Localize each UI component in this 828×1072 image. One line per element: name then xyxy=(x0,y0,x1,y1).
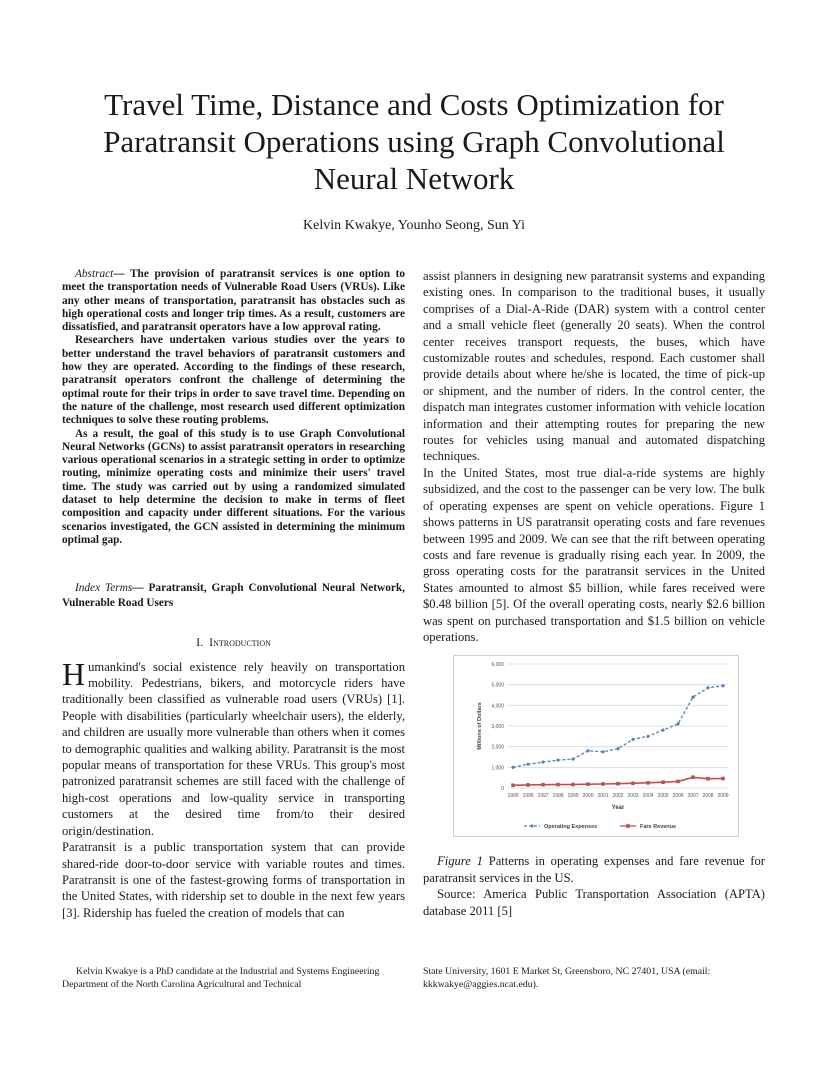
figure-source: Source: America Public Transportation Association (APTA) database 2011 [5] xyxy=(423,887,765,918)
data-point xyxy=(721,777,725,781)
line-chart xyxy=(454,656,738,836)
data-point xyxy=(661,781,665,785)
figure-label: Figure 1 xyxy=(437,854,483,869)
abstract-paragraph-2: Researchers have undertaken various studies over the years to better understand the travel behaviors of paratransit customers and how they are operated. According to the findings of these research, paratransit operators confront the challenge of determining the optimal route for their trips in order to save travel time. Depending on the nature of the challenge, most research used different optimization techniques to solve these routing problems. xyxy=(62,334,405,427)
figure-caption xyxy=(423,853,765,919)
x-tick-label: 2009 xyxy=(717,793,729,800)
right-paragraph-1: assist planners in designing new paratransit systems and expanding existing ones. In comparison to the traditional buses, it usually comprises of a Dial-A-Ride (DAR) system with a control center and a small vehicle fleet (generally 20 seats). When the control center receives transport requests, the buses, which have customizable routes and schedules, respond. Each customer shall provide details about where he/she is located, the time of pick-up or shipment, and the number of riders. In the control center, the dispatch man integrates customer information with vehicle location information and their attempting routes for preparing the new routes for vehicles using manual and automated dispatching techniques. xyxy=(423,269,765,464)
data-point xyxy=(556,783,560,787)
data-point xyxy=(631,738,635,742)
index-terms xyxy=(62,581,405,610)
legend-marker xyxy=(530,824,534,828)
author-list: Kelvin Kwakye, Younho Seong, Sun Yi xyxy=(303,218,525,233)
abstract-label: Abstract xyxy=(75,268,114,280)
x-tick-label: 1997 xyxy=(537,793,549,800)
legend-marker xyxy=(626,825,630,829)
figure-1-chart xyxy=(453,655,739,837)
intro-paragraph-2: Paratransit is a public transportation system that can provide shared-ride door-to-door service with variable routes and times. Paratransit is one of the fastest-growing forms of transportation in the United States, with ridership set to double in the next few years [3]. Ridership has fueled the creation of models that can xyxy=(62,840,405,920)
footnote-right: State University, 1601 E Market St, Greensboro, NC 27401, USA (email: kkkwakye@aggies.ncat.edu). xyxy=(423,966,711,990)
y-tick-label: 6,000 xyxy=(491,662,504,669)
data-point xyxy=(556,758,560,762)
series-line-operating-expenses xyxy=(513,686,723,768)
abstract-text-1: — The provision of paratransit services is one option to meet the transportation needs of Vulnerable Road Users (VRUs). Like any other means of transportation, paratransit has obstacles such as high operational costs and longer trip times. As a result, customers are dissatisfied, and paratransit operators have a low approval rating. xyxy=(62,268,405,334)
x-tick-label: 1995 xyxy=(507,793,519,800)
y-tick-label: 5,000 xyxy=(491,683,504,690)
x-tick-label: 2006 xyxy=(672,793,684,800)
intro-text-1: umankind's social existence rely heavily on transportation mobility. Pedestrians, bikers, and motorcycle riders have traditionally been classified as vulnerable road users (VRUs) [1]. People with disabilities (particularly wheelchair users), the elderly, and children are usually more vulnerable than others when it comes to demographic qualities and walking ability. Paratransit is the most popular means of transportation for these VRUs. This group's most patronized paratransit schemes are still faced with the challenge of high-cost operations and low-quality service in transporting customers at the desired time from/to their desired origin/destination. xyxy=(62,659,405,838)
data-point xyxy=(601,750,605,754)
caption-body: Patterns in operating expenses and fare revenue for paratransit services in the US. xyxy=(423,854,765,885)
x-axis-title: Year xyxy=(611,805,625,812)
x-tick-label: 2005 xyxy=(657,793,669,800)
section-heading-introduction xyxy=(62,634,405,650)
x-tick-label: 2008 xyxy=(702,793,714,800)
y-tick-label: 0 xyxy=(501,786,504,793)
index-terms-label: Index Terms xyxy=(75,582,133,595)
x-tick-label: 1999 xyxy=(567,793,579,800)
y-axis-title: Millions of Dollars xyxy=(477,702,483,751)
x-tick-label: 2004 xyxy=(642,793,654,800)
data-point xyxy=(616,782,620,786)
x-tick-label: 1996 xyxy=(522,793,534,800)
index-terms-text: — Paratransit, Graph Convolutional Neural Network, Vulnerable Road Users xyxy=(62,582,405,609)
x-tick-label: 2003 xyxy=(627,793,639,800)
y-tick-label: 4,000 xyxy=(491,703,504,710)
drop-cap: H xyxy=(62,655,86,692)
data-point xyxy=(571,783,575,787)
data-point xyxy=(631,782,635,786)
section-title: Introduction xyxy=(209,635,271,650)
y-tick-label: 1,000 xyxy=(491,765,504,772)
x-tick-label: 2002 xyxy=(612,793,624,800)
x-tick-label: 1998 xyxy=(552,793,564,800)
data-point xyxy=(541,761,545,765)
x-tick-label: 2001 xyxy=(597,793,609,800)
data-point xyxy=(511,766,515,770)
footnote-left: Kelvin Kwakye is a PhD candidate at the Industrial and Systems Engineering Department of the North Carolina Agricultural and Technical xyxy=(62,966,380,990)
data-point xyxy=(541,783,545,787)
x-tick-label: 2007 xyxy=(687,793,699,800)
right-paragraph-2: In the United States, most true dial-a-ride systems are highly subsidized, and the cost to the passenger can be very low. The bulk of operating expenses are spent on vehicle operations. Figure 1 shows patterns in US paratransit operating costs and fare revenues between 1995 and 2009. We can see that the rift between operating costs and fare revenue is gradually rising each year. In 2009, the gross operating costs for the paratransit services in the United States amounted to almost $5 billion, while fares received were $0.48 billion [5]. Of the overall operating costs, nearly $2.6 billion was spent on purchased transportation and $1.5 billion on vehicle operations. xyxy=(423,465,765,644)
caption-text xyxy=(423,853,765,886)
data-point xyxy=(601,783,605,787)
intro-paragraph-1 xyxy=(62,655,405,839)
introduction-body xyxy=(62,655,405,922)
data-point xyxy=(646,781,650,785)
data-point xyxy=(691,776,695,780)
data-point xyxy=(646,735,650,739)
abstract-paragraph-3: As a result, the goal of this study is to use Graph Convolutional Neural Networks (GCNs) to assist paratransit operators in researching various operational scenarios in a strategic setting in order to optimize routing, minimize operating costs and minimize their users' travel time. The study was carried out by using a randomized simulated dataset to help determine the decision to make in terms of fleet composition and capacity under different situations. For the various scenarios investigated, the GCN assisted in determining the minimum optimal gap. xyxy=(62,427,405,546)
data-point xyxy=(511,784,515,788)
section-number: I. xyxy=(196,635,204,650)
abstract xyxy=(62,268,405,547)
data-point xyxy=(676,780,680,784)
x-tick-label: 2000 xyxy=(582,793,594,800)
legend-label: Operating Expenses xyxy=(544,824,598,831)
paper-title: Travel Time, Distance and Costs Optimization for Paratransit Operations using Graph Convolutional Neural Network xyxy=(103,87,725,196)
right-column xyxy=(423,268,765,919)
data-point xyxy=(526,783,530,787)
data-point xyxy=(661,728,665,732)
abstract-paragraph-1 xyxy=(62,268,405,334)
data-point xyxy=(586,783,590,787)
data-point xyxy=(526,763,530,767)
legend-label: Fare Revenue xyxy=(640,824,677,831)
left-column xyxy=(62,268,405,921)
y-tick-label: 2,000 xyxy=(491,745,504,752)
data-point xyxy=(706,777,710,781)
y-tick-label: 3,000 xyxy=(491,724,504,731)
